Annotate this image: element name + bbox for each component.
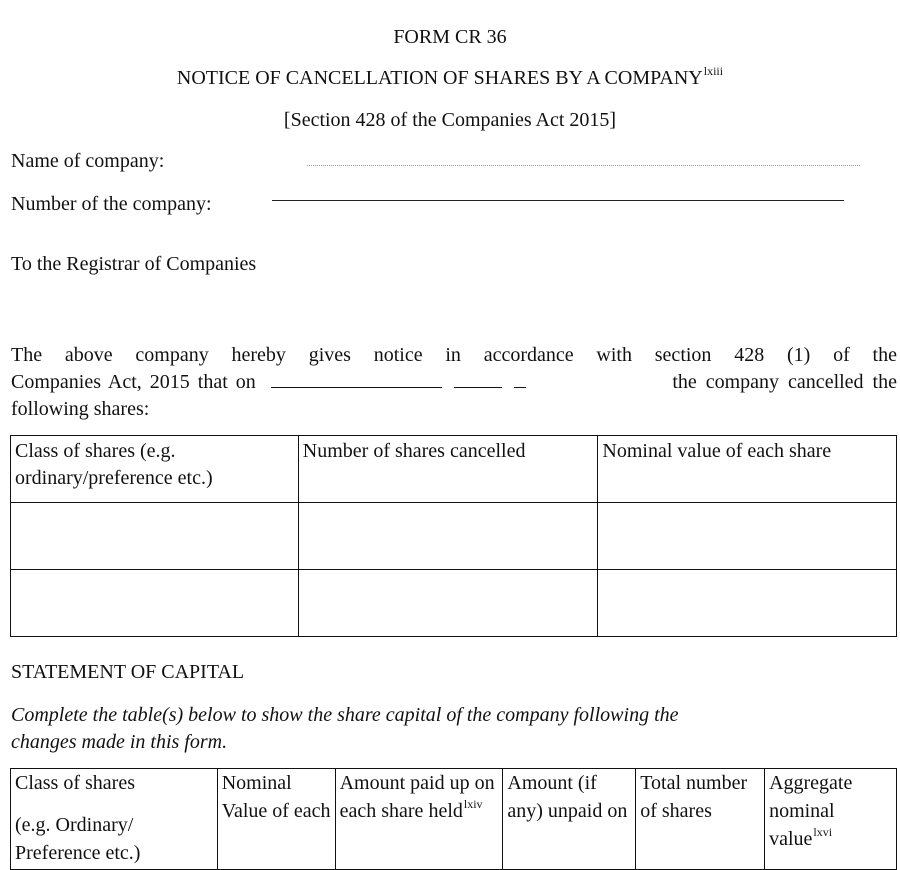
- company-number-field[interactable]: [272, 200, 844, 201]
- table-cell[interactable]: [598, 503, 897, 570]
- notice-line-2-start: Companies Act, 2015 that on: [11, 371, 256, 393]
- header-total-shares: Total number of shares: [636, 769, 765, 870]
- form-title: [0, 66, 900, 92]
- statement-instruction-2: changes made in this form.: [11, 731, 228, 753]
- header-aggregate-value-text: Aggregate nominal value: [769, 772, 853, 850]
- notice-line-3: following shares:: [11, 398, 150, 420]
- form-number: FORM CR 36: [393, 26, 507, 48]
- aggregate-endnote-ref: lxvi: [813, 825, 833, 839]
- addressee: To the Registrar of Companies: [11, 253, 257, 275]
- header-number-cancelled: Number of shares cancelled: [298, 436, 598, 503]
- statement-heading: STATEMENT OF CAPITAL: [11, 661, 245, 683]
- notice-line-2: [11, 369, 897, 396]
- header-class-of-shares: [11, 769, 218, 870]
- table-cell[interactable]: [11, 503, 299, 570]
- header-class-line-1: Class of shares: [15, 772, 135, 794]
- header-class-line-3: Preference etc.): [15, 842, 141, 864]
- table-cell[interactable]: [598, 570, 897, 637]
- date-blank-2[interactable]: [454, 371, 502, 388]
- form-title-text: NOTICE OF CANCELLATION OF SHARES BY A COMPANY: [176, 67, 703, 89]
- table-cell[interactable]: [298, 570, 598, 637]
- header-nominal-value: Nominal value of each share: [598, 436, 897, 503]
- cancellation-table: [10, 435, 897, 637]
- table-cell[interactable]: [11, 570, 299, 637]
- notice-line-2-end: the company cancelled the: [672, 371, 897, 393]
- header-nominal-value: Nominal Value of each: [217, 769, 335, 870]
- header-class-of-shares: Class of shares (e.g. ordinary/preference etc.): [11, 436, 299, 503]
- company-name-field[interactable]: [307, 165, 860, 166]
- capital-header-row: [11, 769, 897, 870]
- notice-paragraph: [11, 342, 897, 423]
- date-blank-1[interactable]: [271, 371, 442, 388]
- statement-instruction-1: Complete the table(s) below to show the share capital of the company following the: [11, 704, 679, 726]
- form-subtitle: [Section 428 of the Companies Act 2015]: [283, 109, 617, 131]
- company-name-label: Name of company:: [11, 150, 165, 172]
- notice-line-1: The above company hereby gives notice in accordance with section 428 (1) of the: [11, 344, 897, 366]
- date-blank-3[interactable]: [514, 371, 526, 388]
- header-amount-unpaid: Amount (if any) unpaid on: [503, 769, 636, 870]
- title-endnote-ref: lxiii: [703, 64, 724, 78]
- capital-table: [10, 768, 897, 870]
- table-header-row: [11, 436, 897, 503]
- table-cell[interactable]: [298, 503, 598, 570]
- header-aggregate-value: [765, 769, 897, 870]
- amount-paid-endnote-ref: lxiv: [463, 797, 483, 811]
- table-row: [11, 570, 897, 637]
- header-class-line-2: (e.g. Ordinary/: [15, 814, 134, 836]
- company-number-label: Number of the company:: [11, 193, 212, 215]
- header-amount-paid: [335, 769, 503, 870]
- header-amount-paid-text: Amount paid up on each share held: [339, 772, 495, 822]
- table-row: [11, 503, 897, 570]
